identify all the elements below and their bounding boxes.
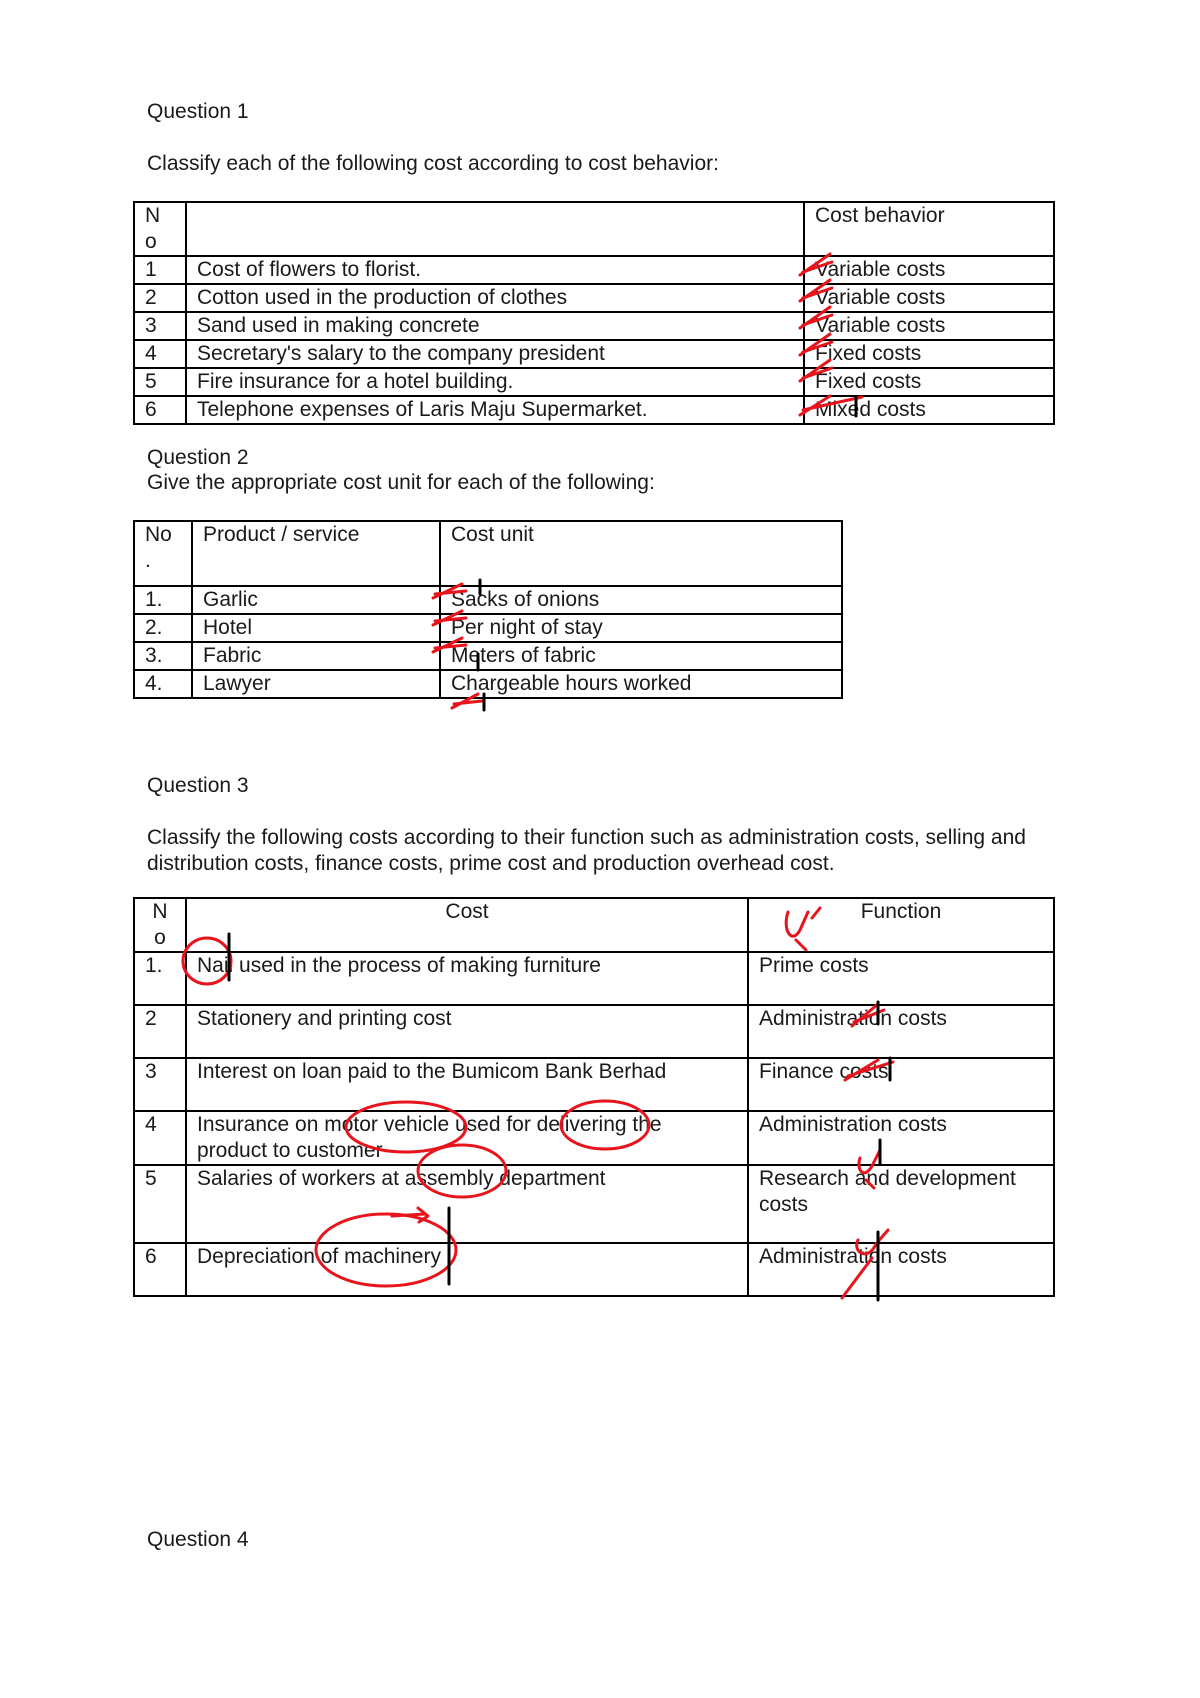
table-row (134, 1005, 1054, 1058)
row-item: Sand used in making concrete (186, 312, 804, 340)
cost-unit-table (133, 520, 843, 699)
row-behavior: Variable costs (804, 312, 1054, 340)
row-no: 2. (134, 614, 192, 642)
header-no: No . (134, 521, 192, 586)
row-function: Finance costs (748, 1058, 1054, 1111)
header-no: N o (134, 898, 186, 952)
row-no: 6 (134, 396, 186, 424)
cost-behavior-table (133, 201, 1055, 425)
row-no: 6 (134, 1243, 186, 1296)
row-unit: Chargeable hours worked (440, 670, 842, 698)
table-row (134, 614, 842, 642)
row-behavior: Fixed costs (804, 340, 1054, 368)
row-no: 1. (134, 952, 186, 1005)
table-row (134, 312, 1054, 340)
row-function: Administration costs (748, 1111, 1054, 1165)
row-unit: Meters of fabric (440, 642, 842, 670)
table-row (134, 284, 1054, 312)
table-header-row (134, 898, 1054, 952)
row-product: Garlic (192, 586, 440, 614)
row-product: Fabric (192, 642, 440, 670)
row-item: Cotton used in the production of clothes (186, 284, 804, 312)
row-product: Hotel (192, 614, 440, 642)
row-cost: Stationery and printing cost (186, 1005, 748, 1058)
header-item (186, 202, 804, 256)
row-function: Administration costs (748, 1243, 1054, 1296)
row-cost: Nail used in the process of making furniture (186, 952, 748, 1005)
row-no: 2 (134, 284, 186, 312)
row-unit: Sacks of onions (440, 586, 842, 614)
row-no: 3 (134, 1058, 186, 1111)
table-header-row (134, 521, 842, 586)
table-row (134, 952, 1054, 1005)
row-no: 4 (134, 1111, 186, 1165)
row-no: 4. (134, 670, 192, 698)
cost-function-table (133, 897, 1055, 1297)
header-cost-unit: Cost unit (440, 521, 842, 586)
question-2-instruction: Give the appropriate cost unit for each of the following: (147, 471, 655, 494)
row-behavior: Variable costs (804, 256, 1054, 284)
row-no: 3 (134, 312, 186, 340)
row-function: Prime costs (748, 952, 1054, 1005)
header-function: Function (748, 898, 1054, 952)
header-cost: Cost (186, 898, 748, 952)
table-row (134, 1165, 1054, 1243)
table-header-row (134, 202, 1054, 256)
row-cost: Insurance on motor vehicle used for delivering the product to customer (186, 1111, 748, 1165)
row-no: 1. (134, 586, 192, 614)
row-cost: Interest on loan paid to the Bumicom Bank Berhad (186, 1058, 748, 1111)
table-row (134, 670, 842, 698)
question-4-heading: Question 4 (147, 1528, 249, 1551)
row-function: Research and development costs (748, 1165, 1054, 1243)
row-item: Telephone expenses of Laris Maju Supermarket. (186, 396, 804, 424)
row-no: 5 (134, 1165, 186, 1243)
question-1-heading: Question 1 (147, 100, 249, 123)
row-no: 2 (134, 1005, 186, 1058)
row-behavior: Mixed costs (804, 396, 1054, 424)
header-product-service: Product / service (192, 521, 440, 586)
row-function: Administration costs (748, 1005, 1054, 1058)
row-no: 1 (134, 256, 186, 284)
question-3-instruction: Classify the following costs according to their function such as administration costs, selling and distribution costs, finance costs, prime cost and production overhead cost. (147, 826, 1026, 875)
table-row (134, 1111, 1054, 1165)
row-no: 4 (134, 340, 186, 368)
row-behavior: Variable costs (804, 284, 1054, 312)
table-row (134, 396, 1054, 424)
row-no: 5 (134, 368, 186, 396)
header-cost-behavior: Cost behavior (804, 202, 1054, 256)
row-item: Cost of flowers to florist. (186, 256, 804, 284)
question-2-heading: Question 2 (147, 446, 249, 469)
question-1-instruction: Classify each of the following cost according to cost behavior: (147, 152, 719, 175)
row-cost: Depreciation of machinery (186, 1243, 748, 1296)
header-no: N o (134, 202, 186, 256)
table-row (134, 586, 842, 614)
row-item: Secretary's salary to the company president (186, 340, 804, 368)
table-row (134, 1058, 1054, 1111)
question-3-heading: Question 3 (147, 774, 249, 797)
row-behavior: Fixed costs (804, 368, 1054, 396)
row-item: Fire insurance for a hotel building. (186, 368, 804, 396)
table-row (134, 340, 1054, 368)
table-row (134, 1243, 1054, 1296)
row-unit: Per night of stay (440, 614, 842, 642)
table-row (134, 256, 1054, 284)
table-row (134, 368, 1054, 396)
table-row (134, 642, 842, 670)
row-product: Lawyer (192, 670, 440, 698)
row-no: 3. (134, 642, 192, 670)
row-cost: Salaries of workers at assembly department (186, 1165, 748, 1243)
